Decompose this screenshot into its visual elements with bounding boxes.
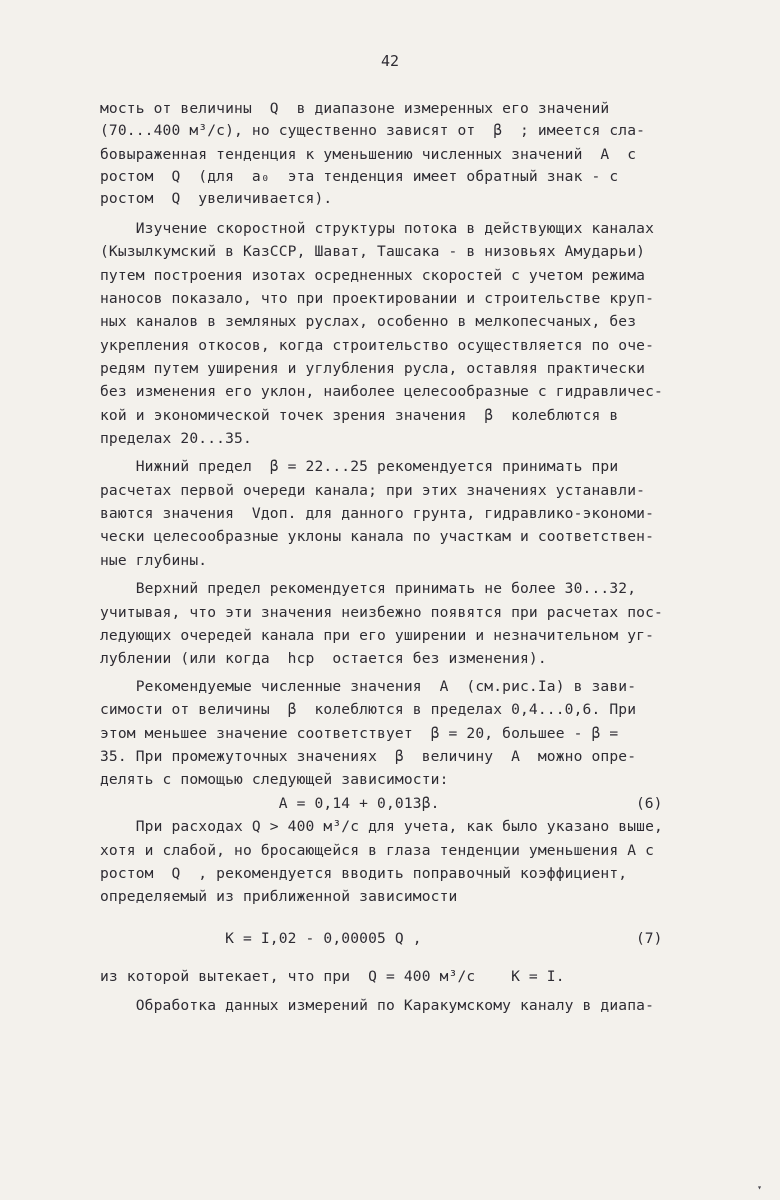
page-edge-mark: ▾ (757, 1183, 762, 1192)
text-line: ледующих очередей канала при его уширении и незначительном уг- (100, 627, 655, 644)
text-line: этом меньшее значение соответствует β = 20, большее - β = (100, 725, 619, 742)
text-line: учитывая, что эти значения неизбежно появятся при расчетах пос- (100, 604, 663, 621)
text-line: (Кызылкумский в КазССР, Шават, Ташсака - в низовьях Амударьи) (100, 243, 646, 260)
text-line: мость от величины Q в диапазоне измеренных его значений (100, 100, 610, 117)
text-line: без изменения его уклон, наиболее целесообразные с гидравличес- (100, 383, 663, 400)
text-line: A = 0,14 + 0,013β. (100, 795, 440, 812)
text-line: бовыраженная тенденция к уменьшению численных значений A с (100, 146, 637, 163)
equation-number: (6) (636, 795, 663, 812)
text-line: определяемый из приближенной зависимости (100, 888, 458, 905)
text-line: K = I,02 - 0,00005 Q , (100, 930, 422, 947)
text-line: ростом Q , рекомендуется вводить поправочный коэффициент, (100, 865, 628, 882)
text-line: из которой вытекает, что при Q = 400 м³/с K = I. (100, 968, 565, 985)
text-line: Верхний предел рекомендуется принимать не более 30...32, (100, 580, 637, 597)
text-line: Обработка данных измерений по Каракумскому каналу в диапа- (100, 997, 655, 1014)
text-line: путем построения изотах осредненных скоростей с учетом режима (100, 267, 646, 284)
text-line: чески целесообразные уклоны канала по участкам и соответствен- (100, 528, 655, 545)
text-line: расчетах первой очереди канала; при этих значениях устанавли- (100, 482, 646, 499)
page-number: 42 (380, 52, 400, 70)
text-line: При расходах Q > 400 м³/с для учета, как было указано выше, (100, 818, 663, 835)
text-line: ростом Q (для a₀ эта тенденция имеет обратный знак - с (100, 168, 619, 185)
text-line: наносов показало, что при проектировании и строительстве круп- (100, 290, 655, 307)
text-line: ростом Q увеличивается). (100, 190, 333, 207)
text-line: ные глубины. (100, 552, 208, 569)
text-line: кой и экономической точек зрения значения β колеблются в (100, 407, 619, 424)
equation-number: (7) (636, 930, 663, 947)
text-line: укрепления откосов, когда строительство осуществляется по оче- (100, 337, 655, 354)
text-line: редям путем уширения и углубления русла, оставляя практически (100, 360, 646, 377)
text-line: ваются значения Vдоп. для данного грунта, гидравлико-экономи- (100, 505, 655, 522)
text-line: 35. При промежуточных значениях β величину A можно опре- (100, 748, 637, 765)
text-line: хотя и слабой, но бросающейся в глаза тенденции уменьшения A с (100, 842, 655, 859)
text-line: лублении (или когда hср остается без изменения). (100, 650, 547, 667)
text-line: ных каналов в земляных руслах, особенно в мелкопесчаных, без (100, 313, 637, 330)
text-line: Изучение скоростной структуры потока в действующих каналах (100, 220, 655, 237)
text-line: делять с помощью следующей зависимости: (100, 771, 449, 788)
text-line: симости от величины β колеблются в пределах 0,4...0,6. При (100, 701, 637, 718)
text-line: (70...400 м³/с), но существенно зависят от β ; имеется сла- (100, 122, 646, 139)
text-line: пределах 20...35. (100, 430, 252, 447)
text-line: Нижний предел β = 22...25 рекомендуется принимать при (100, 458, 619, 475)
text-line: Рекомендуемые численные значения A (см.рис.Iа) в зави- (100, 678, 637, 695)
